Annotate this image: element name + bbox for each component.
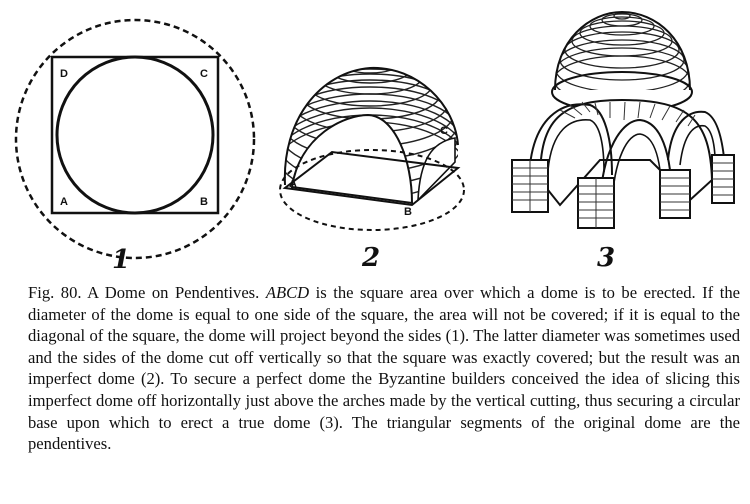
pier-right-front — [660, 170, 690, 218]
inscribed-circle — [57, 57, 213, 213]
caption-body: is the square area over which a dome is to be erected. If the diameter of the dome is equal to one side of the square, the area will not be covered; if it is equal to the diagonal of the square, the dome will project beyond the sides (1). The latter diameter was sometimes used and the sides of the dome cut off vertically so that the square was exactly covered; but the result was an imperfect dome (2). To secure a perfect dome the Byzantine builders conceived the idea of slicing this imperfect dome off horizontally just above the arches made by the vertical cutting, thus securing a circular base upon which to erect a true dome (3). The triangular segments of the original dome are the pendentives. — [28, 283, 741, 454]
pier-front — [578, 178, 614, 228]
point-label-b: B — [200, 196, 208, 208]
figure-caption — [28, 282, 740, 455]
point-label-b-2: B — [404, 206, 412, 218]
caption-title: A Dome on Pendentives. — [87, 283, 260, 302]
figure-1-plan — [16, 20, 254, 258]
caption-abcd: ABCD — [265, 283, 310, 302]
figure-number-2: 2 — [362, 243, 381, 273]
pier-left — [512, 160, 548, 212]
figure-number-1: 1 — [112, 245, 131, 275]
figure-3-true-dome — [512, 12, 734, 228]
point-label-c-2: C — [440, 125, 448, 137]
pier-right-back — [712, 155, 734, 203]
point-label-a: A — [60, 196, 68, 208]
point-label-d: D — [60, 68, 68, 80]
square-abcd — [52, 57, 218, 213]
figure-2-imperfect-dome — [272, 55, 468, 230]
side-arch-opening — [418, 138, 455, 200]
dome-3-hatching — [554, 13, 690, 104]
caption-figure-label: Fig. 80. — [28, 283, 82, 302]
point-label-c: C — [200, 68, 208, 80]
figure-number-3: 3 — [597, 243, 616, 273]
point-label-a-2: A — [289, 178, 297, 190]
